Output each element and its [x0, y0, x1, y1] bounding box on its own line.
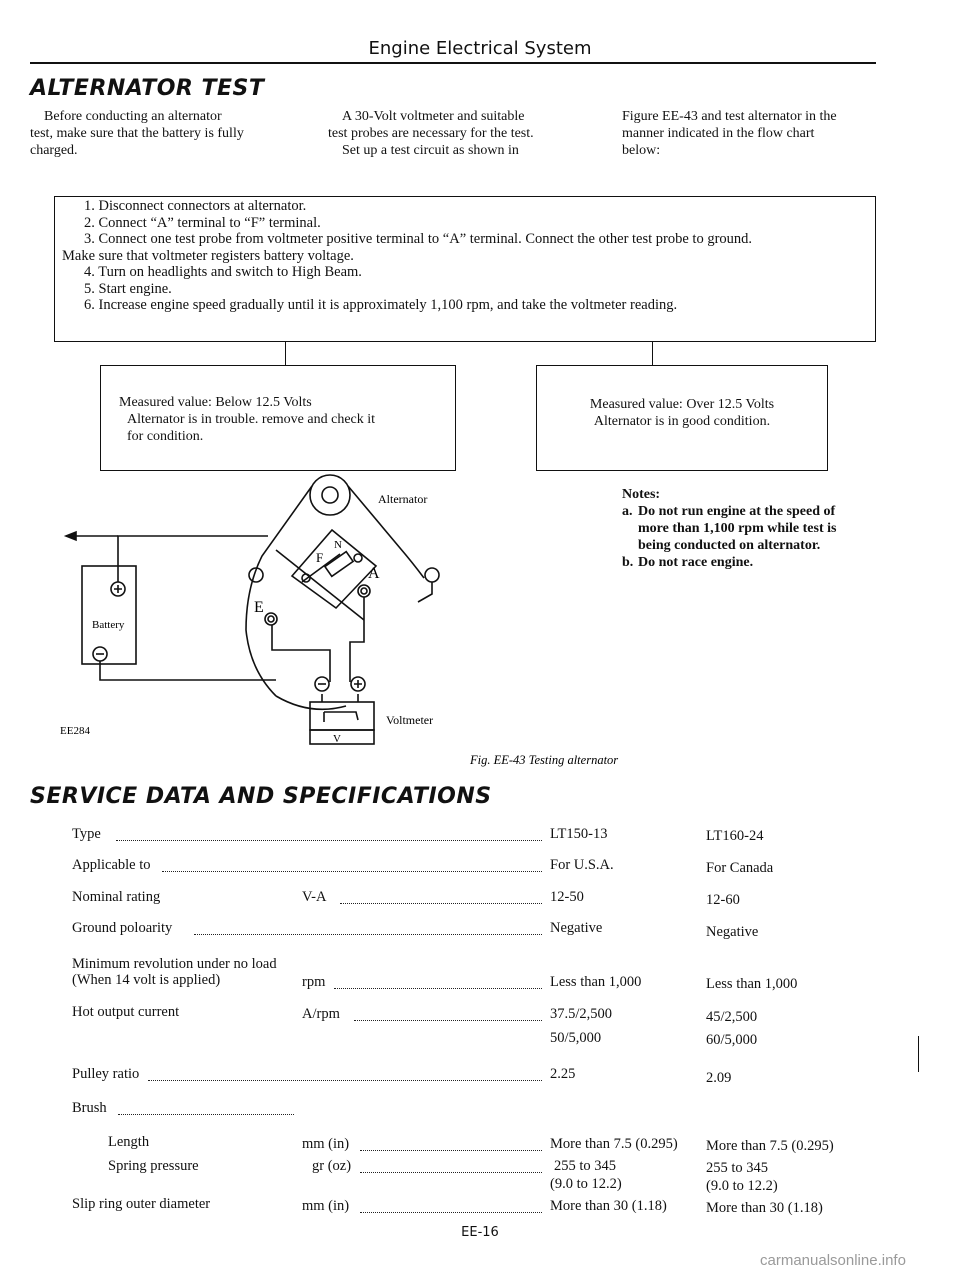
spec-value-lt160: 2.09	[706, 1070, 732, 1086]
spec-value-lt160: For Canada	[706, 860, 774, 876]
result-low-text: for condition.	[127, 429, 204, 444]
result-low-value: Measured value: Below 12.5 Volts	[119, 395, 312, 410]
spec-value-lt160: LT160-24	[706, 828, 764, 844]
result-high-text: Alternator is in good condition.	[593, 414, 771, 429]
spec-value-lt160-line2: 60/5,000	[706, 1032, 758, 1048]
battery-label: Battery	[92, 619, 125, 631]
intro-line: Set up a test circuit as shown in	[342, 143, 519, 158]
f-terminal-label: F	[316, 550, 324, 565]
spec-value-lt150: 12-50	[550, 889, 584, 905]
e-terminal-label: E	[254, 599, 264, 616]
spec-value-lt150: 255 to 345	[554, 1158, 617, 1174]
intro-line: test, make sure that the battery is fully	[30, 126, 244, 141]
watermark: carmanualsonline.info	[760, 1252, 906, 1269]
step-4: 4. Turn on headlights and switch to High Beam.	[84, 264, 362, 280]
step-3: 3. Connect one test probe from voltmeter positive terminal to “A” terminal. Connect the other test probe to ground.	[84, 231, 753, 247]
leader-dots	[360, 1172, 542, 1173]
intro-line: below:	[622, 143, 661, 158]
step-1: 1. Disconnect connectors at alternator.	[84, 198, 307, 214]
spec-label-continued: (When 14 volt is applied)	[72, 972, 221, 988]
figure-caption: Fig. EE-43 Testing alternator	[470, 753, 619, 767]
result-low-text: Alternator is in trouble. remove and check it	[127, 412, 376, 427]
spec-label: Slip ring outer diameter	[72, 1196, 211, 1212]
page-header: Engine Electrical System	[368, 38, 592, 59]
intro-line: Figure EE-43 and test alternator in the	[622, 109, 837, 124]
intro-line: manner indicated in the flow chart	[622, 126, 815, 141]
specs-heading: SERVICE DATA AND SPECIFICATIONS	[30, 784, 492, 809]
spec-label: Type	[72, 826, 101, 842]
leader-dots	[360, 1212, 542, 1213]
note-line: Do not race engine.	[638, 555, 754, 570]
intro-line: A 30-Volt voltmeter and suitable	[342, 109, 525, 124]
leader-dots	[194, 934, 542, 935]
spec-unit: A/rpm	[302, 1006, 340, 1022]
spec-value-lt150: More than 30 (1.18)	[550, 1198, 667, 1214]
note-line: being conducted on alternator.	[638, 538, 821, 553]
n-terminal-label: N	[334, 539, 342, 551]
spec-label: Spring pressure	[108, 1158, 199, 1174]
spec-value-lt150: 37.5/2,500	[550, 1006, 613, 1022]
note-line: Do not run engine at the speed of	[638, 504, 836, 519]
intro-line: charged.	[30, 143, 78, 158]
spec-value-lt160: 255 to 345	[706, 1160, 769, 1176]
spec-label: Applicable to	[72, 857, 151, 873]
spec-value-lt150: For U.S.A.	[550, 857, 614, 873]
alternator-test-heading: ALTERNATOR TEST	[30, 76, 265, 101]
leader-dots	[118, 1114, 294, 1115]
spec-value-lt150: LT150-13	[550, 826, 608, 842]
step-6: 6. Increase engine speed gradually until it is approximately 1,100 rpm, and take the voltmeter reading.	[84, 297, 678, 313]
note-marker: b.	[622, 555, 634, 570]
spec-value-lt160: Less than 1,000	[706, 976, 798, 992]
leader-dots	[116, 840, 542, 841]
voltmeter-label: Voltmeter	[386, 713, 434, 727]
margin-mark	[918, 1036, 919, 1072]
spec-label: Ground poloarity	[72, 920, 173, 936]
leader-dots	[354, 1020, 542, 1021]
spec-unit: mm (in)	[302, 1136, 350, 1152]
spec-unit: V-A	[302, 889, 327, 905]
step-5: 5. Start engine.	[84, 280, 172, 297]
spec-value-lt150-line2: (9.0 to 12.2)	[550, 1176, 622, 1192]
voltmeter-v-label: V	[333, 733, 341, 745]
spec-label: Brush	[72, 1100, 107, 1116]
step-2: 2. Connect “A” terminal to “F” terminal.	[84, 214, 321, 231]
spec-label: Pulley ratio	[72, 1066, 140, 1082]
spec-label: Minimum revolution under no load	[72, 956, 277, 972]
spec-unit: gr (oz)	[312, 1158, 352, 1174]
step-3-continued: Make sure that voltmeter registers battery voltage.	[62, 247, 354, 264]
spec-value-lt160: More than 30 (1.18)	[706, 1200, 823, 1216]
spec-value-lt160: Negative	[706, 924, 759, 940]
spec-unit: mm (in)	[302, 1198, 350, 1214]
alternator-label: Alternator	[378, 492, 428, 506]
spec-value-lt150: 2.25	[550, 1066, 576, 1082]
figure-code: EE284	[60, 725, 90, 737]
leader-dots	[340, 903, 542, 904]
spec-value-lt160-line2: (9.0 to 12.2)	[706, 1178, 778, 1194]
notes-title: Notes:	[622, 487, 661, 502]
spec-value-lt150: More than 7.5 (0.295)	[550, 1136, 678, 1152]
result-high-value: Measured value: Over 12.5 Volts	[589, 397, 775, 412]
intro-line: test probes are necessary for the test.	[328, 126, 534, 141]
intro-line: Before conducting an alternator	[44, 109, 222, 124]
note-marker: a.	[622, 504, 633, 519]
spec-unit: rpm	[302, 974, 326, 990]
spec-label: Nominal rating	[72, 889, 161, 905]
spec-label: Hot output current	[72, 1004, 180, 1020]
leader-dots	[162, 871, 542, 872]
page-number: EE-16	[461, 1225, 499, 1240]
spec-value-lt160: 45/2,500	[706, 1009, 758, 1025]
a-terminal-label: A	[368, 565, 380, 582]
spec-label: Length	[108, 1134, 150, 1150]
leader-dots	[148, 1080, 542, 1081]
spec-value-lt150: Less than 1,000	[550, 974, 642, 990]
spec-value-lt150: Negative	[550, 920, 603, 936]
leader-dots	[334, 988, 542, 989]
spec-value-lt150-line2: 50/5,000	[550, 1030, 602, 1046]
leader-dots	[360, 1150, 542, 1151]
spec-value-lt160: 12-60	[706, 892, 740, 908]
note-line: more than 1,100 rpm while test is	[638, 521, 837, 536]
spec-value-lt160: More than 7.5 (0.295)	[706, 1138, 834, 1154]
